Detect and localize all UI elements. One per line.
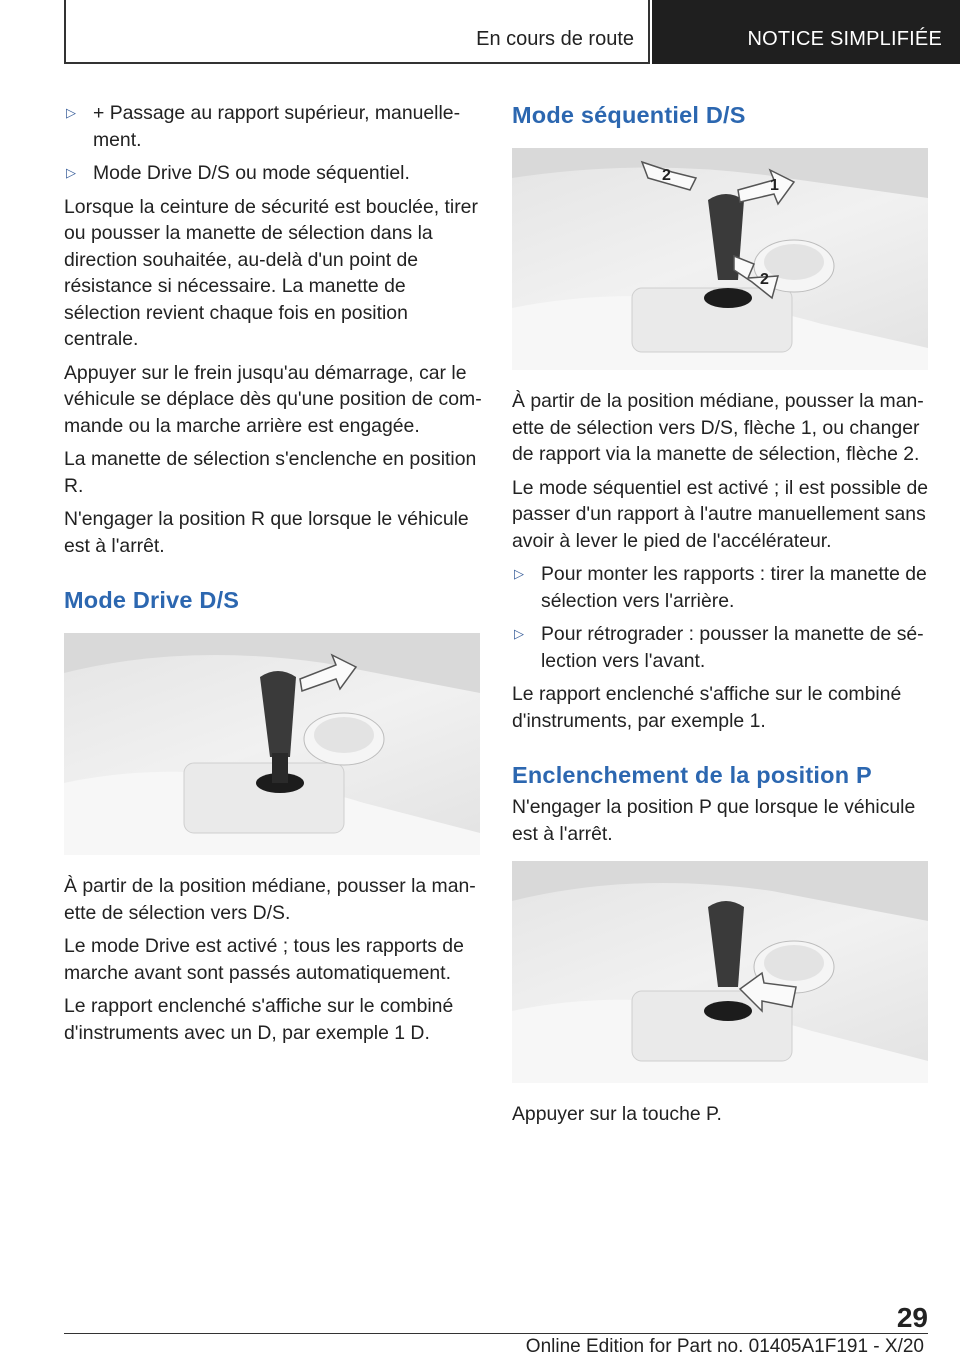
right-column (512, 100, 932, 1135)
arrow-label: 1 (770, 177, 779, 194)
list-item-text: + Passage au rapport supérieur, manuellement. (93, 102, 461, 151)
footer-divider (64, 1333, 928, 1334)
paragraph: Le rapport enclenché s'affiche sur le combiné d'instruments, par exemple 1. (512, 683, 902, 732)
section-heading-position-p: Enclenchement de la position P (512, 762, 872, 788)
triangle-bullet-icon: ▷ (514, 626, 524, 641)
list-item (64, 100, 484, 153)
figure-position-p (512, 861, 928, 1083)
paragraph: Appuyer sur le frein jusqu'au démarrage, car le véhicule se déplace dès qu'une position de commande ou la marche arrière est engagée. (64, 361, 482, 437)
paragraph: N'engager la position R que lorsque le véhicule est à l'arrêt. (64, 508, 469, 557)
list-item-text: Pour rétrograder : pousser la manette de sélection vers l'avant. (541, 623, 924, 672)
list-item-text: Pour monter les rapports : tirer la manette de sélection vers l'arrière. (541, 563, 927, 612)
header-badge-label: NOTICE SIMPLIFIÉE (747, 28, 942, 50)
gear-selector-illustration (512, 148, 928, 370)
paragraph: La manette de sélection s'enclenche en position R. (64, 448, 477, 497)
triangle-bullet-icon: ▷ (66, 165, 76, 180)
gear-selector-illustration (512, 861, 928, 1083)
section-heading-drive: Mode Drive D/S (64, 587, 240, 613)
left-column (64, 100, 484, 1053)
arrow-label: 2 (662, 167, 671, 184)
footer-edition: Online Edition for Part no. 01405A1F191 - X/20 (525, 1336, 924, 1357)
paragraph: Le rapport enclenché s'affiche sur le combiné d'instruments avec un D, par exemple 1 D. (64, 995, 454, 1044)
arrow-label: 2 (760, 271, 769, 288)
paragraph: Appuyer sur la touche P. (512, 1103, 722, 1125)
header-section-title: En cours de route (476, 28, 634, 50)
list-item-text: Mode Drive D/S ou mode séquentiel. (93, 162, 410, 184)
paragraph: Le mode séquentiel est activé ; il est possible de passer d'un rapport à l'autre manuellement sans avoir à lever le pied de l'accélérateur. (512, 476, 929, 552)
paragraph: Lorsque la ceinture de sécurité est bouclée, tirer ou pousser la manette de sélection dans la direction souhaitée, au-delà d'un point de résistance si nécessaire. La manette de sélection revient chaque fois en position centrale. (64, 195, 478, 350)
figure-sequential-mode (512, 148, 928, 370)
page-number: 29 (896, 1302, 928, 1333)
section-heading-sequential: Mode séquentiel D/S (512, 102, 746, 128)
list-item (64, 160, 484, 187)
list-item (512, 621, 932, 674)
paragraph: À partir de la position médiane, pousser la manette de sélection vers D/S. (64, 875, 476, 924)
paragraph: À partir de la position médiane, pousser la manette de sélection vers D/S, flèche 1, ou changer de rapport via la manette de sélection, flèche 2. (512, 390, 924, 465)
gear-selector-illustration (64, 633, 480, 855)
header-badge (652, 0, 960, 64)
paragraph: Le mode Drive est activé ; tous les rapports de marche avant sont passés automatiquement. (64, 935, 464, 984)
triangle-bullet-icon: ▷ (514, 566, 524, 581)
figure-drive-mode (64, 633, 480, 855)
triangle-bullet-icon: ▷ (66, 105, 76, 120)
paragraph: N'engager la position P que lorsque le véhicule est à l'arrêt. (512, 796, 916, 845)
list-item (512, 561, 932, 614)
